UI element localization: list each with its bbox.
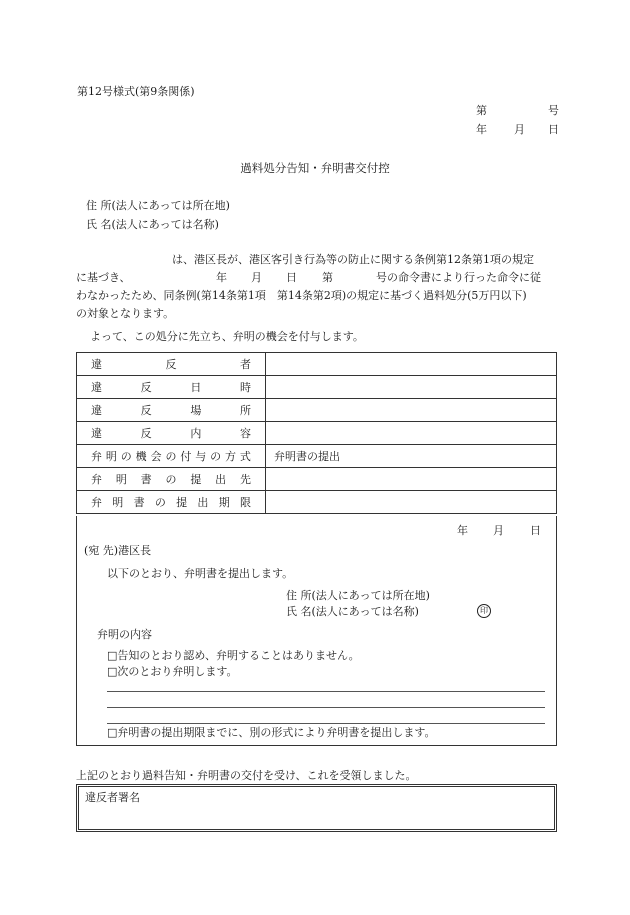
label-char: 違: [91, 404, 102, 417]
row-label-violator: [77, 353, 266, 376]
label-char: 明: [112, 496, 124, 509]
label-char: 与: [195, 450, 207, 463]
doc-date-month: 月: [514, 123, 525, 136]
row-label-deadline: [77, 491, 266, 514]
body-line-1: は、港区長が、港区客引き行為等の防止に関する条例第12条第1項の規定: [172, 253, 534, 266]
reply-date-year: 年: [457, 524, 468, 537]
label-char: 違: [91, 427, 102, 440]
label-char: 者: [240, 358, 251, 371]
reply-option-other-format[interactable]: □弁明書の提出期限までに、別の形式により弁明書を提出します。: [107, 726, 436, 739]
label-char: 書: [140, 473, 152, 486]
label-char: の: [165, 473, 177, 486]
table-row: [77, 468, 557, 491]
reply-date-month: 月: [493, 524, 504, 537]
row-label-method: [77, 445, 266, 468]
label-char: 式: [239, 450, 251, 463]
label-char: 反: [140, 404, 152, 417]
label-char: 反: [140, 381, 152, 394]
label-char: 明: [105, 450, 117, 463]
violation-details-table: [76, 352, 557, 514]
reply-address-label: 住 所(法人にあっては所在地): [286, 589, 430, 602]
label-char: 書: [133, 496, 145, 509]
row-value-violator: [266, 353, 557, 376]
label-char: 弁: [91, 496, 102, 509]
label-char: の: [165, 450, 177, 463]
row-value-datetime: [266, 376, 557, 399]
label-char: の: [120, 450, 132, 463]
recipient-address-label: 住 所(法人にあっては所在地): [86, 199, 230, 212]
label-char: 弁: [91, 450, 102, 463]
doc-date-year: 年: [476, 123, 487, 136]
table-row: [77, 376, 557, 399]
table-row: [77, 399, 557, 422]
body-line-2a: に基づき、: [76, 271, 131, 284]
body-line-2-day: 日: [286, 271, 297, 284]
table-row: [77, 422, 557, 445]
label-char: 違: [91, 381, 102, 394]
signature-field[interactable]: [78, 786, 555, 830]
explanation-reply-box: [76, 516, 557, 746]
body-line-2b: 号の命令書により行った命令に従: [376, 271, 541, 284]
label-char: 期: [218, 496, 230, 509]
label-char: の: [154, 496, 166, 509]
signature-label: 違反者署名: [85, 791, 140, 804]
reply-option-explain[interactable]: □次のとおり弁明します。: [107, 665, 238, 678]
label-char: 出: [197, 496, 209, 509]
label-char: 時: [239, 381, 251, 394]
notice-body: [76, 253, 556, 325]
explanation-line: [107, 691, 545, 692]
row-label-destination: [77, 468, 266, 491]
label-char: 先: [239, 473, 251, 486]
label-char: 提: [176, 496, 188, 509]
table-row: [77, 491, 557, 514]
label-text: [91, 402, 251, 418]
row-value-destination: [266, 468, 557, 491]
label-char: 所: [239, 404, 251, 417]
label-char: 日: [190, 381, 202, 394]
reply-intro: 以下のとおり、弁明書を提出します。: [107, 567, 294, 580]
label-text: [91, 379, 251, 395]
row-value-place: [266, 399, 557, 422]
body-line-3: わなかったため、同条例(第14条第1項 第14条第2項)の規定に基づく過料処分(5万円以下): [76, 289, 527, 302]
form-number-label: 第12号様式(第9条関係): [77, 85, 195, 98]
label-text: [91, 425, 251, 441]
row-value-content: [266, 422, 557, 445]
recipient-name-label: 氏 名(法人にあっては名称): [86, 218, 219, 231]
body-line-2-month: 月: [251, 271, 262, 284]
row-value-deadline: [266, 491, 557, 514]
label-text: [91, 471, 251, 487]
label-char: 明: [115, 473, 127, 486]
explanation-line: [107, 707, 545, 708]
receipt-statement: 上記のとおり過料告知・弁明書の交付を受け、これを受領しました。: [76, 769, 417, 782]
label-char: 付: [180, 450, 192, 463]
body-line-2-year: 年: [216, 271, 227, 284]
label-char: 反: [140, 427, 152, 440]
reply-content-heading: 弁明の内容: [97, 628, 152, 641]
label-char: 提: [190, 473, 202, 486]
label-text: [91, 356, 251, 372]
label-text: [91, 448, 251, 464]
row-label-datetime: [77, 376, 266, 399]
label-char: 弁: [91, 473, 102, 486]
reply-option-admit[interactable]: □告知のとおり認め、弁明することはありません。: [107, 649, 360, 662]
body-line-2-no: 第: [322, 271, 333, 284]
page-title: 過料処分告知・弁明書交付控: [240, 161, 390, 175]
label-char: 会: [150, 450, 162, 463]
reply-date-day: 日: [530, 524, 541, 537]
doc-no-suffix: 号: [548, 104, 559, 117]
label-char: 限: [239, 496, 251, 509]
reply-addressee: (宛 先)港区長: [84, 544, 152, 557]
row-label-place: [77, 399, 266, 422]
label-char: 方: [225, 450, 237, 463]
table-row: [77, 445, 557, 468]
label-char: 反: [165, 358, 177, 371]
explanation-line: [107, 723, 545, 724]
label-char: 内: [190, 427, 202, 440]
row-label-content: [77, 422, 266, 445]
label-char: 機: [135, 450, 147, 463]
label-char: 場: [190, 404, 202, 417]
label-char: の: [210, 450, 222, 463]
reply-name-label: 氏 名(法人にあっては名称): [286, 605, 419, 618]
body-conclusion: よって、この処分に先立ち、弁明の機会を付与します。: [90, 330, 364, 343]
label-char: 出: [215, 473, 227, 486]
label-char: 違: [91, 358, 102, 371]
doc-date-day: 日: [548, 123, 559, 136]
seal-icon: 印: [477, 604, 491, 618]
label-char: 容: [239, 427, 251, 440]
doc-no-prefix: 第: [476, 104, 487, 117]
row-value-method: 弁明書の提出: [266, 445, 557, 468]
label-text: [91, 494, 251, 510]
signature-box: [76, 784, 557, 832]
table-row: [77, 353, 557, 376]
body-line-4: の対象となります。: [76, 307, 175, 320]
